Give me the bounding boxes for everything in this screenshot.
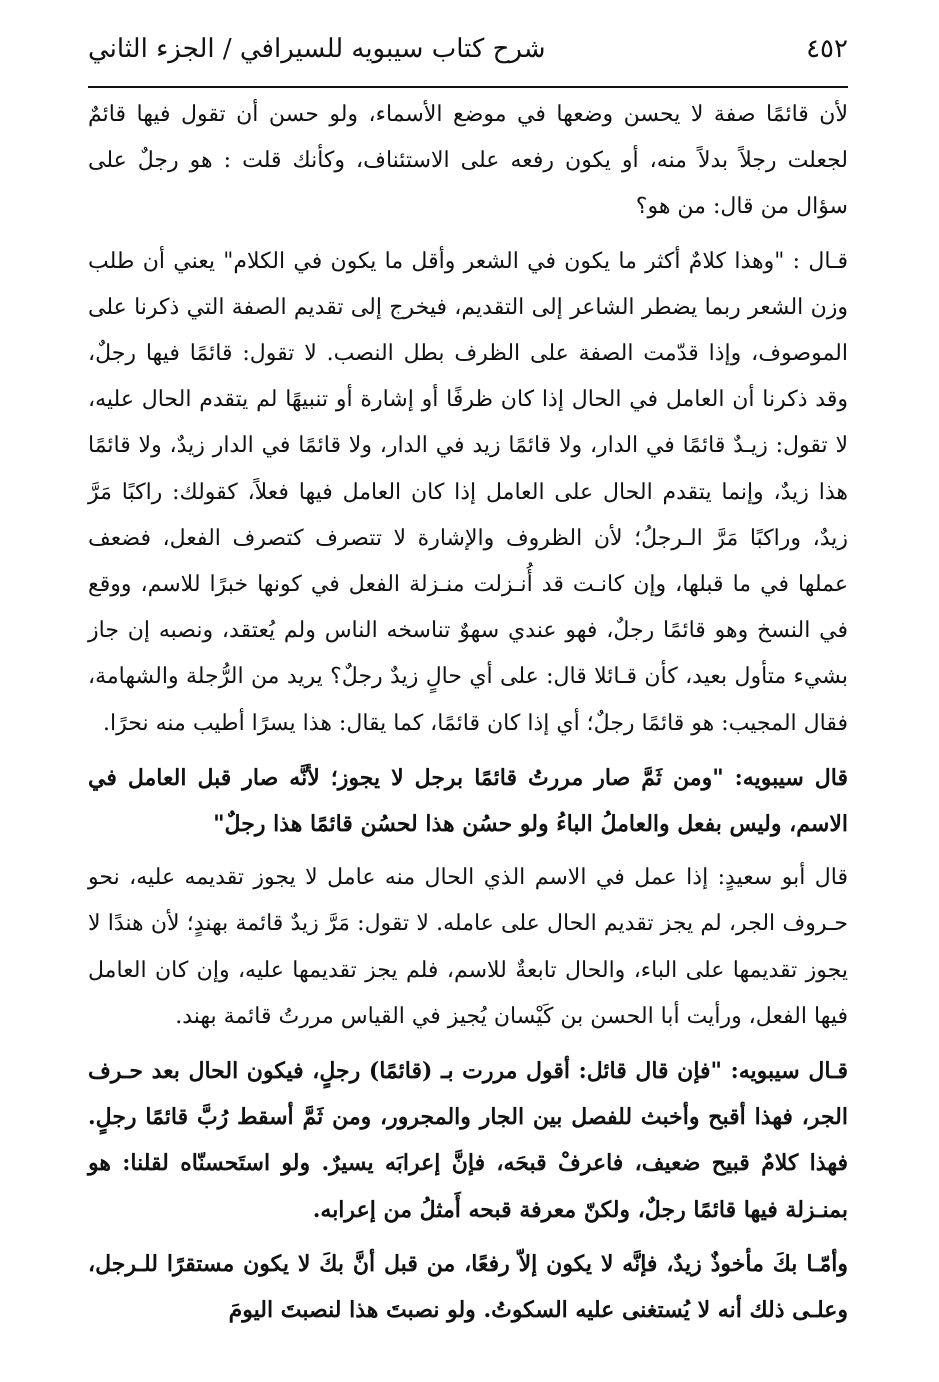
page-number: ٤٥٢ [806, 34, 848, 64]
running-title: شرح كتاب سيبويه للسيرافي / الجزء الثاني [88, 34, 546, 64]
paragraph-5-quote: قـال سيبويه: "فإن قال قائل: أقول مررت بـ (قائمًا) رجلٍ، فيكون الحال بعد حـرف الجر، فهذا أقبح وأخبث للفصل بين الجار والمجرور، ومن ثَمَّ أسقط رُبَّ قائمًا رجلٍ. فهذا كلامٌ قبيح ضعيف، فاعرفْ قبحَه، فإنَّ إعرابَه يسيرٌ. ولو استَحسنّاه لقلنا: هو بمنـزلة فيها قائمًا رجلٌ، ولكنّ معرفة قبحه أَمثلُ من إعرابه. [88, 1058, 848, 1223]
paragraph-6: وأمّـا بكَ مأخوذٌ زيدٌ، فإنَّه لا يكون إلاّ رفعًا، من قبل أنَّ بكَ لا يكون مستقرًا للـرجل، وعلـى ذلك أنه لا يُستغنى عليه السكوتُ. ولو نصبتَ هذا لنصبتَ اليومَ [88, 1250, 848, 1324]
paragraph-2: قـال : "وهذا كلامٌ أكثر ما يكون في الشعر وأقل ما يكون في الكلام" يعني أن طلب وزن الشعر ربما يضطر الشاعر إلى التقديم، فيخرج إلى تقديم الصفة التي ذكرنا على الموصوف، وإذا قدّمت الصفة على الظرف بطل النصب. لا تقول: قائمًا فيها رجلٌ، وقد ذكرنا أن العامل في الحال إذا كان ظرفًا أو إشارة أو تنبيهًا لم يتقدم الحال عليه، لا تقول: زيـدٌ قائمًا في الدار، ولا قائمًا زيد في الدار، ولا قائمًا في الدار زيدٌ، ولا قائمًا هذا زيدٌ، وإنما يتقدم الحال على العامل إذا كان العامل فيها فعلاً، كقولك: راكبًا مَرَّ زيدٌ، وراكبًا مَرَّ الـرجلُ؛ لأن الظروف والإشارة لا تتصرف كتصرف الفعل، فضعف عملها في ما قبلها، وإن كانـت قد أُنـزلت منـزلة الفعل في كونها خبرًا للاسم، ووقع في النسخ وهو قائمًا رجلٌ، فهو عندي سهوٌ تناسخه الناس ولم يُعتقد، ونصبه إن جاز بشيء متأول بعيد، كأن قـائلا قال: على أي حالٍ زيدٌ رجلٌ؟ يريد من الرُّجلة والشهامة، فقال المجيب: هو قائمًا رجلٌ؛ أي إذا كان قائمًا، كما يقال: هذا يسرًا أطيب منه نحرًا. [88, 248, 848, 736]
page-header [88, 34, 848, 84]
paragraph-3-quote: قال سيبويه: "ومن ثَمَّ صار مررتُ قائمًا برجل لا يجوز؛ لأنَّه صار قبل العامل في الاسم، وليس بفعل والعاملُ الباءُ ولو حسُن هذا لحسُن قائمًا هذا رجلٌ" [88, 764, 848, 838]
page-body [88, 92, 848, 1341]
paragraph-1: لأن قائمًا صفة لا يحسن وضعها في موضع الأسماء، ولو حسن أن تقول فيها قائمٌ لجعلت رجلاً بدلاً منه، أو يكون رفعه على الاستئناف، وكأنك قلت : هو رجلٌ على سؤال من قال: من هو؟ [88, 102, 848, 220]
paragraph-4: قال أبو سعيدٍ: إذا عمل في الاسم الذي الحال منه عامل لا يجوز تقديمه عليه، نحو حـروف الجر، لم يجز تقديم الحال على عامله. لا تقول: مَرَّ زيدٌ قائمة بهندٍ؛ لأن هندًا لا يجوز تقديمها على الباء، والحال تابعةٌ للاسم، فلم يجز تقديمها عليه، وإن كان العامل فيها الفعل، ورأيت أبا الحسن بن كَيْسان يُجيز في القياس مررتُ قائمة بهند. [88, 865, 848, 1029]
header-rule [88, 86, 848, 88]
